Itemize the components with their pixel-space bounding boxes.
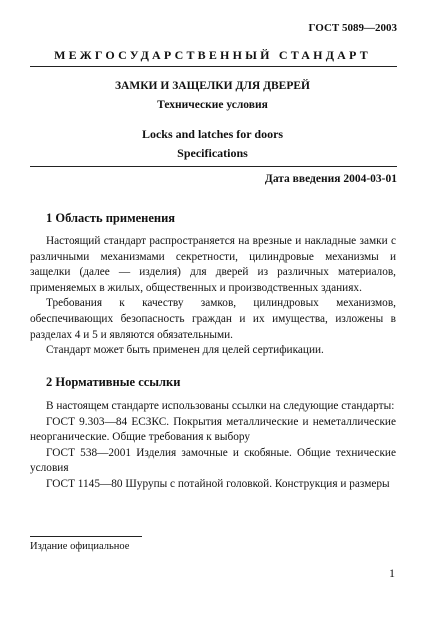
- section-body-references: [30, 399, 396, 493]
- paragraph: Настоящий стандарт распространяется на врезные и накладные замки с различными механизмами секретности, цилиндровые механизмы и защелки (далее — изделия) для дверей из различных материалов, применяемых в жилых, общественных и производственных зданиях.: [30, 235, 396, 294]
- title-english: Locks and latches for doors: [141, 127, 284, 141]
- paragraph: Требования к качеству замков, цилиндровых механизмов, обеспечивающих безопасность граждан и их имущества, изложены в разделах 4 и 5 и являются обязательными.: [30, 297, 396, 341]
- footnote-divider: [30, 536, 142, 537]
- paragraph: Стандарт может быть применен для целей сертификации.: [46, 344, 324, 357]
- document-code: ГОСТ 5089—2003: [308, 22, 397, 34]
- section-heading-scope: 1 Область применения: [46, 211, 176, 225]
- page-number: 1: [389, 566, 395, 580]
- top-divider: [30, 66, 397, 67]
- title-divider: [30, 166, 397, 167]
- subtitle-russian: Технические условия: [157, 99, 268, 111]
- title-russian: ЗАМКИ И ЗАЩЕЛКИ ДЛЯ ДВЕРЕЙ: [114, 80, 310, 92]
- introduction-date: Дата введения 2004-03-01: [264, 173, 397, 185]
- reference-item: ГОСТ 1145—80 Шурупы с потайной головкой. Конструкция и размеры: [46, 477, 390, 490]
- paragraph: В настоящем стандарте использованы ссылки на следующие стандарты:: [46, 400, 395, 412]
- reference-item: ГОСТ 9.303—84 ЕСЗКС. Покрытия металлические и неметаллические неорганические. Общие требования к выбору: [30, 415, 396, 444]
- subtitle-english: Specifications: [177, 146, 248, 160]
- section-body-scope: [30, 234, 396, 359]
- section-heading-references: 2 Нормативные ссылки: [46, 375, 181, 389]
- standard-type-heading: МЕЖГОСУДАРСТВЕННЫЙ СТАНДАРТ: [54, 48, 371, 62]
- reference-item: ГОСТ 538—2001 Изделия замочные и скобяные. Общие технические условия: [30, 446, 396, 475]
- edition-note: Издание официальное: [30, 541, 130, 552]
